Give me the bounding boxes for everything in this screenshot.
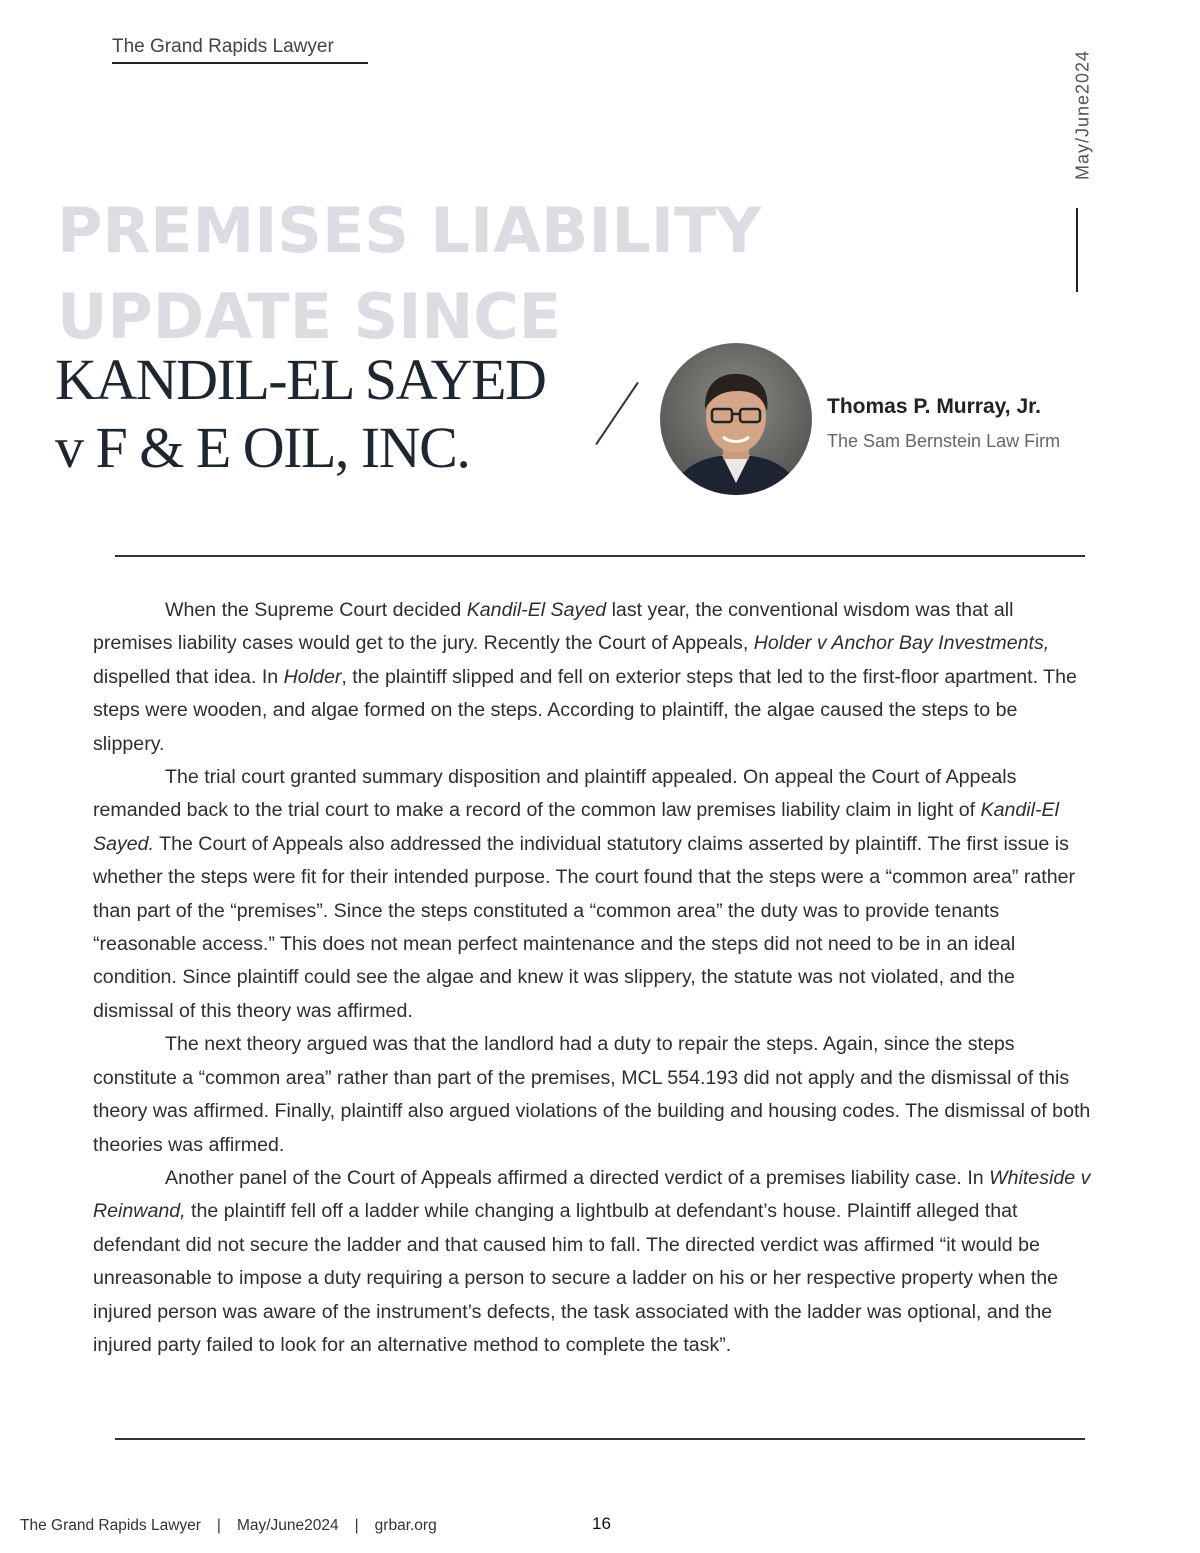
article-text: The Court of Appeals also addressed the individual statutory claims asserted by plaintiff. The first issue is whether the steps were fit for their intended purpose. The court found that the steps were a “common area” rather than part of the “premises”. Since the steps constituted a “common area” the duty was to provide tenants “reasonable access.” This does not mean perfect maintenance and the steps did not need to be in an ideal condition. Since plaintiff could see the algae and knew it was slippery, the statute was not violated, and the dismissal of this theory was affirmed. <box>93 832 1076 1022</box>
article-text: The next theory argued was that the landlord had a duty to repair the steps. Again, since the steps constitute a “common area” rather than part of the premises, MCL 554.193 did not apply and the dismissal of this theory was affirmed. Finally, plaintiff also argued violations of the building and housing codes. The dismissal of both theories was affirmed. <box>93 1033 1091 1156</box>
article-paragraph <box>93 1162 1093 1362</box>
case-citation: Whiteside v Reinwand, <box>93 1166 1091 1223</box>
issue-date-vertical: May/June2024 <box>1072 49 1093 181</box>
footer-publication: The Grand Rapids Lawyer <box>20 1517 201 1534</box>
footer-separator: | <box>216 1517 221 1534</box>
article-text: dispelled that idea. In <box>93 665 284 688</box>
title-slash-divider <box>595 382 639 445</box>
author-name: Thomas P. Murray, Jr. <box>827 395 1041 418</box>
headline-primary <box>57 188 761 360</box>
article-text: the plaintiff fell off a ladder while changing a lightbulb at defendant’s house. Plaintiff alleged that defendant did not secure the ladder and that caused him to fall. The directed verdict was affirmed “it would be unreasonable to impose a duty requiring a person to secure a ladder on his or her respective property when the injured person was aware of the instrument’s defects, the task associated with the ladder was optional, and the injured party failed to look for an alternative method to complete the task”. <box>93 1200 1059 1356</box>
footer-website[interactable]: grbar.org <box>374 1517 437 1534</box>
article-text: When the Supreme Court decided <box>165 599 467 621</box>
case-citation: Holder v Anchor Bay Investments, <box>753 632 1050 655</box>
case-citation: Holder <box>283 665 342 688</box>
case-citation: Kandil-El Sayed <box>466 599 607 621</box>
headline-line-3: KANDIL-EL SAYED <box>55 347 546 412</box>
article-body <box>93 594 1093 1362</box>
vertical-divider <box>1076 208 1078 292</box>
headline-case-name <box>55 346 545 482</box>
article-text: last year, the conventional wisdom was that all premises liability cases would get to the jury. Recently the Court of Appeals, <box>93 599 1014 655</box>
masthead-title: The Grand Rapids Lawyer <box>112 36 368 64</box>
rule-bottom <box>115 1438 1085 1440</box>
author-firm: The Sam Bernstein Law Firm <box>827 431 1061 451</box>
article-text: The trial court granted summary disposition and plaintiff appealed. On appeal the Court of Appeals remanded back to the trial court to make a record of the common law premises liability claim in light of <box>93 766 1017 822</box>
author-portrait-icon <box>660 343 812 495</box>
article-paragraph <box>93 761 1093 1028</box>
footer <box>20 1517 437 1535</box>
footer-issue: May/June2024 <box>236 1517 339 1534</box>
headline-line-2: UPDATE SINCE <box>57 280 562 353</box>
article-text: , the plaintiff slipped and fell on exterior steps that led to the first-floor apartment. The steps were wooden, and algae formed on the steps. According to plaintiff, the algae caused the steps to be slippery. <box>93 665 1077 755</box>
headline-line-4: v F & E OIL, INC. <box>55 415 470 480</box>
case-citation: Kandil-El Sayed. <box>93 799 1059 855</box>
rule-top <box>115 555 1085 557</box>
article-text: Another panel of the Court of Appeals affirmed a directed verdict of a premises liability case. In <box>165 1166 990 1189</box>
article-paragraph <box>93 594 1093 761</box>
footer-separator: | <box>354 1517 359 1534</box>
headline-line-1: PREMISES LIABILITY <box>57 194 762 267</box>
page-number: 16 <box>592 1514 611 1533</box>
article-paragraph <box>93 1028 1093 1162</box>
